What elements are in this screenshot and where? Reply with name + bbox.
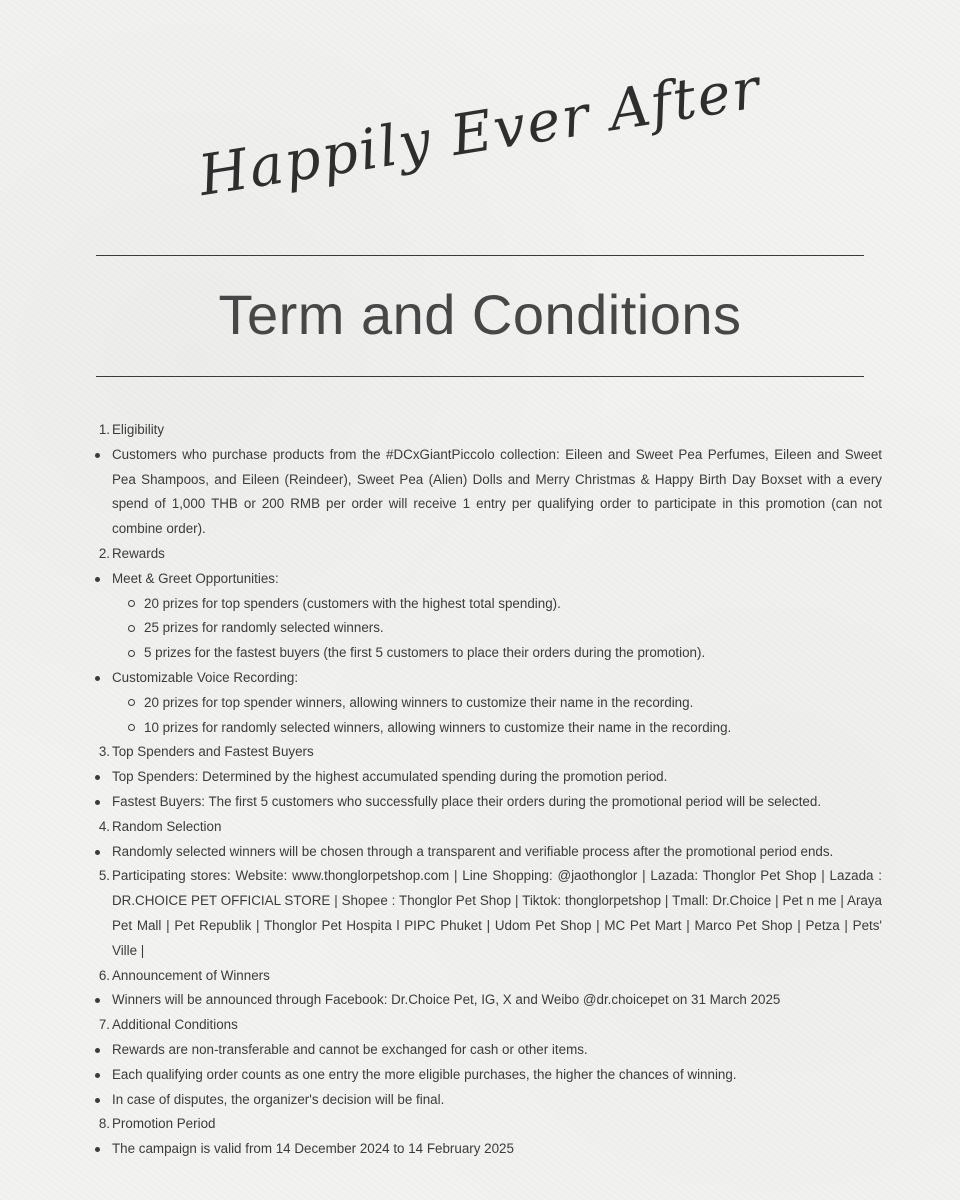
item-text: Announcement of Winners	[112, 967, 270, 983]
hollow-bullet-icon	[128, 699, 135, 706]
bottom-divider	[96, 376, 864, 377]
page-heading: Term and Conditions	[218, 283, 742, 346]
item-text: Top Spenders and Fastest Buyers	[112, 744, 314, 760]
item-text: 25 prizes for randomly selected winners.	[144, 620, 384, 636]
item-text: Rewards	[112, 545, 165, 561]
bullet-item	[96, 840, 882, 865]
bullet-dot-icon	[95, 1048, 100, 1053]
sub-bullet-item	[96, 592, 882, 617]
item-text: In case of disputes, the organizer's decision will be final.	[112, 1091, 445, 1107]
section-number: 7.	[98, 1017, 110, 1033]
bullet-item	[96, 1137, 882, 1162]
bullet-dot-icon	[95, 800, 100, 805]
bullet-dot-icon	[95, 1098, 100, 1103]
bullet-item	[96, 666, 882, 691]
section-heading	[96, 1013, 882, 1038]
bullet-item	[96, 567, 882, 592]
sub-bullet-item	[96, 716, 882, 741]
item-text: The campaign is valid from 14 December 2024 to 14 February 2025	[112, 1141, 514, 1157]
section-number: 5.	[98, 868, 110, 884]
hollow-bullet-icon	[128, 625, 135, 632]
bullet-item	[96, 1063, 882, 1088]
item-text: Promotion Period	[112, 1116, 216, 1132]
section-heading	[96, 864, 882, 963]
bullet-dot-icon	[95, 850, 100, 855]
bullet-dot-icon	[95, 775, 100, 780]
item-text: 20 prizes for top spenders (customers with the highest total spending).	[144, 595, 561, 611]
item-text: Customers who purchase products from the #DCxGiantPiccolo collection: Eileen and Sweet Pea Perfumes, Eileen and Sweet Pea Shampoos, and Eileen (Reindeer), Sweet Pea (Alien) Dolls and Merry Christmas & Happy Birth Day Boxset with a every spend of 1,000 THB or 200 RMB per order will receive 1 entry per qualifying order to participate in this promotion (can not combine order).	[112, 446, 882, 537]
bullet-dot-icon	[95, 453, 100, 458]
hollow-bullet-icon	[128, 600, 135, 607]
bullet-dot-icon	[95, 1073, 100, 1078]
section-heading	[96, 1112, 882, 1137]
bullet-dot-icon	[95, 676, 100, 681]
item-text: Fastest Buyers: The first 5 customers who successfully place their orders during the promotional period will be selected.	[112, 793, 822, 809]
section-number: 2.	[98, 545, 110, 561]
bullet-dot-icon	[95, 1147, 100, 1152]
bullet-item	[96, 988, 882, 1013]
item-text: 20 prizes for top spender winners, allowing winners to customize their name in the recording.	[144, 694, 694, 710]
section-number: 6.	[98, 967, 110, 983]
section-number: 1.	[98, 422, 110, 437]
section-heading	[96, 964, 882, 989]
section-heading	[96, 542, 882, 567]
section-number: 3.	[98, 744, 110, 760]
hollow-bullet-icon	[128, 650, 135, 657]
item-text: Additional Conditions	[112, 1017, 238, 1033]
script-title: Happily Ever After	[194, 55, 766, 210]
item-text: Winners will be announced through Facebook: Dr.Choice Pet, IG, X and Weibo @dr.choicepet on 31 March 2025	[112, 992, 781, 1008]
sub-bullet-item	[96, 616, 882, 641]
bullet-dot-icon	[95, 577, 100, 582]
top-divider	[96, 255, 864, 256]
section-heading	[96, 815, 882, 840]
item-text: Meet & Greet Opportunities:	[112, 570, 279, 586]
sub-bullet-item	[96, 691, 882, 716]
bullet-item	[96, 790, 882, 815]
item-text: Eligibility	[112, 422, 165, 437]
item-text: Random Selection	[112, 818, 222, 834]
item-text: Randomly selected winners will be chosen through a transparent and verifiable process after the promotional period ends.	[112, 843, 834, 859]
item-text: Participating stores: Website: www.thonglorpetshop.com | Line Shopping: @jaothonglor | Lazada: Thonglor Pet Shop | Lazada : DR.CHOICE PET OFFICIAL STORE | Shopee : Thonglor Pet Shop | Tiktok: thonglorpetshop | Tmall: Dr.Choice | Pet n me | Araya Pet Mall | Pet Republik | Thonglor Pet Hospita l PIPC Phuket | Udom Pet Shop | MC Pet Mart | Marco Pet Shop | Petza | Pets' Ville |	[112, 868, 882, 958]
bullet-item	[96, 1088, 882, 1113]
bullet-item	[96, 1038, 882, 1063]
item-text: Rewards are non-transferable and cannot be exchanged for cash or other items.	[112, 1041, 588, 1057]
terms-list	[96, 418, 882, 1162]
sub-bullet-item	[96, 641, 882, 666]
section-heading	[96, 740, 882, 765]
section-number: 4.	[98, 818, 110, 834]
hollow-bullet-icon	[128, 724, 135, 731]
section-number: 8.	[98, 1116, 110, 1132]
section-heading	[96, 418, 882, 443]
bullet-item	[96, 443, 882, 542]
bullet-item	[96, 765, 882, 790]
item-text: Customizable Voice Recording:	[112, 669, 299, 685]
bullet-dot-icon	[95, 998, 100, 1003]
item-text: Each qualifying order counts as one entry the more eligible purchases, the higher the chances of winning.	[112, 1066, 737, 1082]
item-text: 5 prizes for the fastest buyers (the first 5 customers to place their orders during the promotion).	[144, 645, 706, 661]
item-text: 10 prizes for randomly selected winners, allowing winners to customize their name in the recording.	[144, 719, 732, 735]
item-text: Top Spenders: Determined by the highest accumulated spending during the promotion period.	[112, 769, 668, 785]
